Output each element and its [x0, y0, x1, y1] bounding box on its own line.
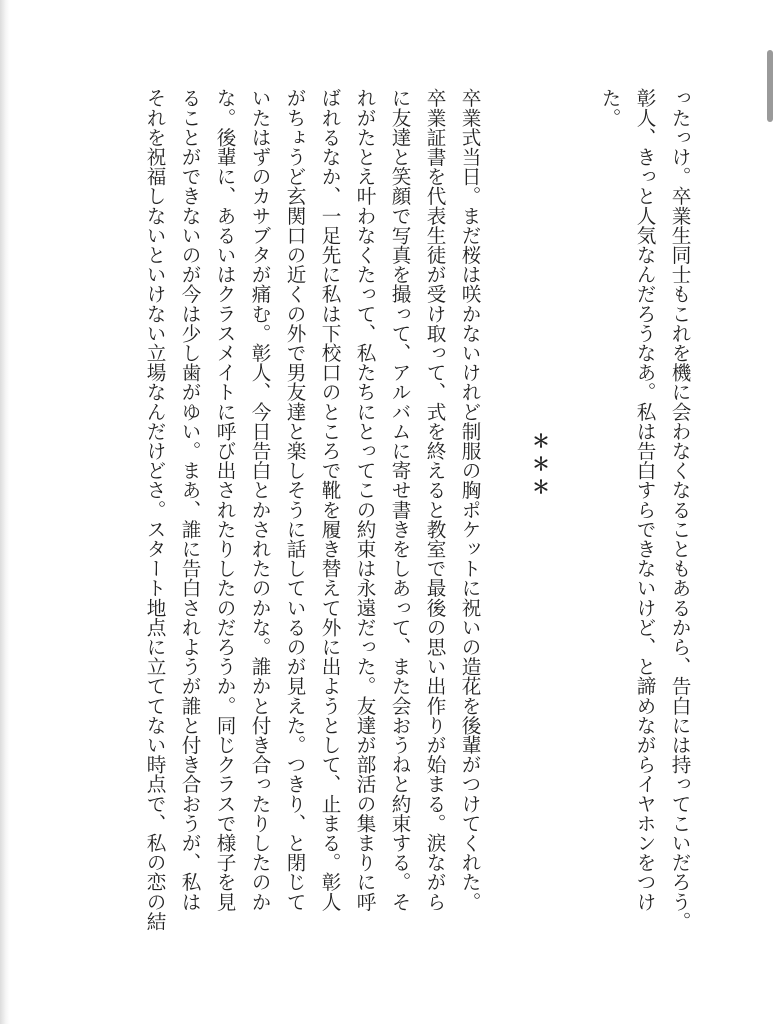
text-line: がちょうど玄関口の近くの外で男友達と楽しそうに話しているのが見えた。つきり、と閉じて [283, 88, 306, 912]
text-line: な。後輩に、あるいはクラスメイトに呼び出されたりしたのだろうか。同じクラスで様子を見 [213, 88, 236, 912]
text-line: ることができないのが今は少し歯がゆい。まあ、誰に告白されようが誰と付き合おうが、私は [178, 88, 201, 912]
text-line: た。 [598, 88, 621, 128]
text-line: いたはずのカサブタが痛む。彰人、今日告白とかされたのかな。誰かと付き合ったりしたのか [248, 88, 271, 912]
text-line: に友達と笑顔で写真を撮って、アルバムに寄せ書きをしあって、また会おうねと約束する。そ [388, 88, 411, 912]
text-line: ったっけ。卒業生同士もこれを機に会わなくなることもあるから、告白には持ってこいだろう。 [668, 88, 691, 931]
blank-line [487, 88, 522, 89]
blank-line [557, 88, 592, 89]
text-line: れがたとえ叶わなくたって、私たちにとってこの約束は永遠だった。友達が部活の集まりに呼 [353, 88, 376, 912]
scrollbar-thumb[interactable] [767, 50, 773, 122]
text-line: 彰人、きっと人気なんだろうなあ。私は告白すらできないけど、と諦めながらイヤホンをつけ [633, 88, 656, 912]
text-line: それを祝福しないといけない立場なんだけどさ。スタート地点に立ててない時点で、私の恋の結 [143, 88, 166, 931]
text-line: 卒業式当日。まだ桜は咲かないけれど制服の胸ポケットに祝いの造花を後輩がつけてくれた。 [458, 88, 481, 912]
scene-break: ＊＊＊ [529, 432, 550, 501]
vertical-text-body [137, 88, 697, 948]
text-line: ばれるなか、一足先に私は下校口のところで靴を履き替えて外に出ようとして、止まる。彰人 [318, 88, 341, 912]
page-edge-shadow [0, 0, 10, 1024]
text-line: 卒業証書を代表生徒が受け取って、式を終えると教室で最後の思い出作りが始まる。涙ながら [423, 88, 446, 912]
